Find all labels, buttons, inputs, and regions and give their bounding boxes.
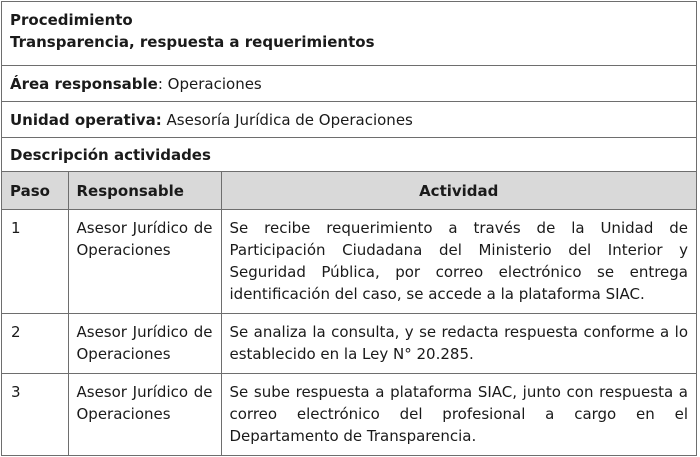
- cell-actividad: Se sube respuesta a plataforma SIAC, junto con respuesta a correo electrónico del profesional a cargo en el Departamento de Transparencia.: [229, 383, 688, 445]
- procedure-label: Procedimiento: [10, 11, 133, 29]
- cell-responsable: Asesor Jurídico de Operaciones: [68, 314, 221, 374]
- area-row: [2, 66, 696, 102]
- procedure-header: [2, 2, 696, 66]
- table-row: [2, 374, 696, 456]
- header-paso: Paso: [2, 172, 68, 210]
- activities-table: [2, 172, 696, 455]
- table-row: [2, 210, 696, 314]
- descripcion-heading: Descripción actividades: [2, 138, 696, 172]
- unidad-row: [2, 102, 696, 138]
- cell-actividad: Se analiza la consulta, y se redacta respuesta conforme a lo establecido en la Ley N° 20.285.: [221, 314, 696, 374]
- unidad-label: Unidad operativa:: [10, 111, 162, 129]
- table-row: [2, 314, 696, 374]
- cell-responsable: Asesor Jurídico de Operaciones: [68, 210, 221, 314]
- cell-responsable: Asesor Jurídico de Operaciones: [68, 374, 221, 456]
- cell-paso: 1: [2, 210, 68, 314]
- procedure-sheet: [1, 1, 697, 456]
- area-value: : Operaciones: [157, 75, 262, 93]
- unidad-value: Asesoría Jurídica de Operaciones: [161, 111, 413, 129]
- cell-paso: 2: [2, 314, 68, 374]
- table-header-row: [2, 172, 696, 210]
- procedure-title: Transparencia, respuesta a requerimientos: [10, 33, 375, 51]
- cell-actividad: Se recibe requerimiento a través de la Unidad de Participación Ciudadana del Ministerio del Interior y Seguridad Pública, por correo electrónico se entrega identificación del caso, se accede a la plataforma SIAC.: [221, 210, 696, 314]
- header-actividad: Actividad: [221, 172, 696, 210]
- cell-paso: 3: [2, 374, 68, 456]
- header-responsable: Responsable: [68, 172, 221, 210]
- area-label: Área responsable: [10, 75, 158, 93]
